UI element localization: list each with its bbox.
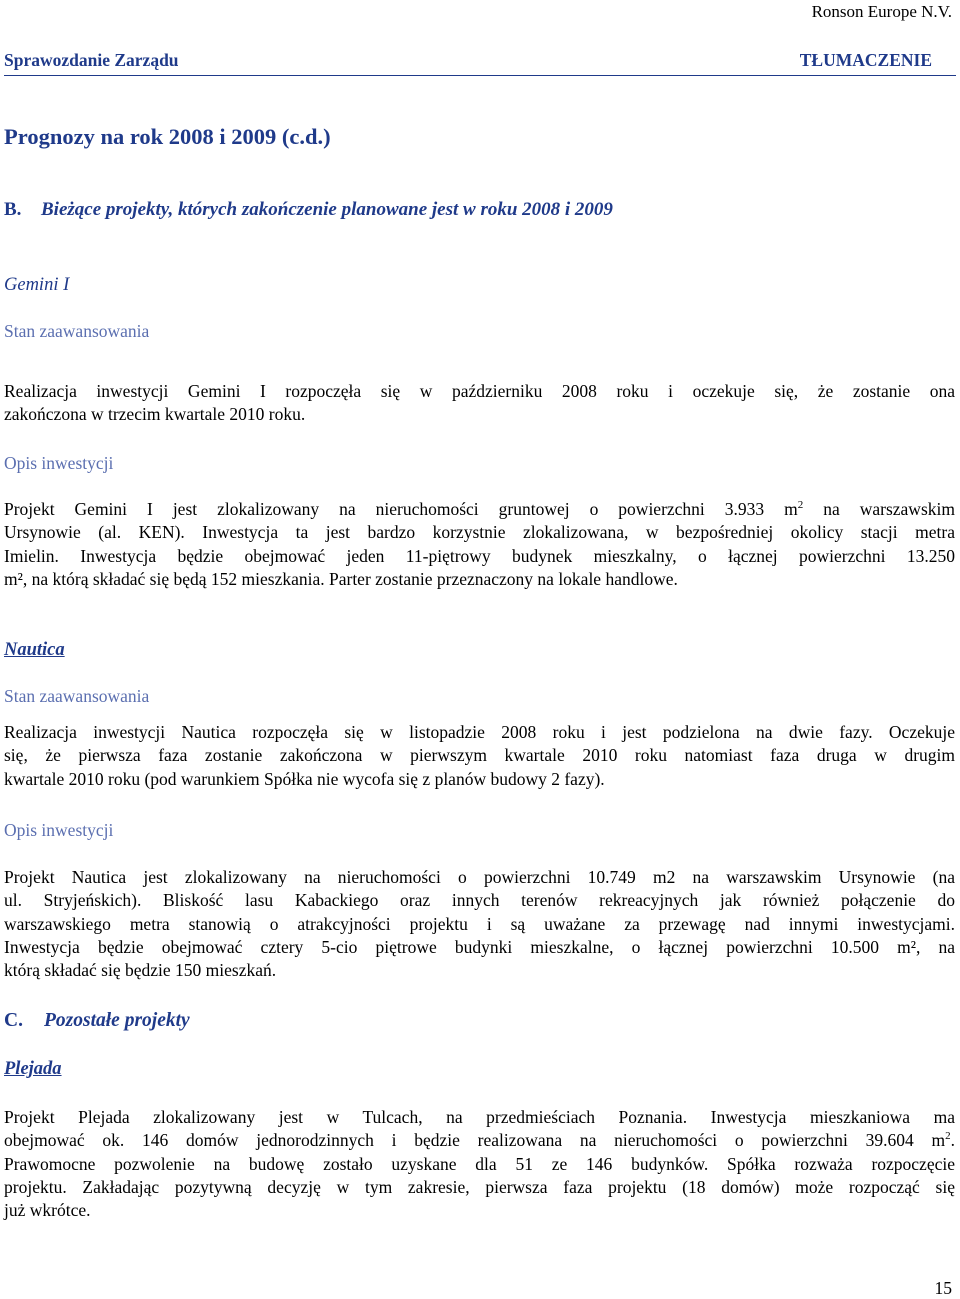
nautica-status-paragraph xyxy=(4,721,955,791)
section-b-title: Bieżące projekty, których zakończenie planowane jest w roku 2008 i 2009 xyxy=(41,199,613,220)
superscript: 2 xyxy=(797,499,804,512)
section-c-title: Pozostałe projekty xyxy=(44,1010,190,1031)
text-line: Inwestycja będzie obejmować cztery 5-cio piętrowe budynki mieszkalne, o łącznej powierzchni 10.500 m², na xyxy=(4,936,955,957)
text-line: już wkrótce. xyxy=(4,1200,91,1221)
gemini-status-label: Stan zaawansowania xyxy=(4,321,150,341)
text-line: Projekt Plejada zlokalizowany jest w Tulcach, na przedmieściach Poznania. Inwestycja mieszkaniowa ma xyxy=(4,1107,955,1127)
text-line: zakończona w trzecim kwartale 2010 roku. xyxy=(4,404,306,425)
text-line: Ursynowie (al. KEN). Inwestycja ta jest bardzo korzystnie zlokalizowana, w bezpośredniej okolicy stacji metra xyxy=(4,522,955,543)
text-line: Realizacja inwestycji Gemini I rozpoczęła się w październiku 2008 roku i oczekuje się, że zostanie ona xyxy=(4,381,955,401)
project-plejada-name: Plejada xyxy=(4,1059,62,1079)
nautica-status-label: Stan zaawansowania xyxy=(4,686,150,706)
plejada-paragraph xyxy=(4,1106,955,1222)
text-line: kwartale 2010 roku (pod warunkiem Spółka nie wycofa się z planów budowy 2 fazy). xyxy=(4,768,605,789)
header-divider xyxy=(4,75,956,76)
page-number: 15 xyxy=(934,1278,952,1298)
text-line xyxy=(4,1129,955,1152)
company-name: Ronson Europe N.V. xyxy=(811,2,952,21)
section-c-letter: C. xyxy=(4,1010,23,1031)
nautica-description-paragraph xyxy=(4,866,955,982)
section-c-heading xyxy=(4,1010,190,1032)
text-line: Realizacja inwestycji Nautica rozpoczęła się w listopadzie 2008 roku i jest podzielona na dwie fazy. Oczekuje xyxy=(4,722,955,742)
text-line: warszawskiego metra stanowią o atrakcyjności projektu i są uważane za przewagę nad innymi inwestycjami. xyxy=(4,913,955,934)
text-line: Projekt Nautica jest zlokalizowany na nieruchomości o powierzchni 10.749 m2 na warszawskim Ursynowie (na xyxy=(4,867,955,887)
text-segment: . xyxy=(950,1130,955,1151)
text-line: ul. Stryjeńskich). Bliskość lasu Kabackiego oraz innych terenów rekreacyjnych jak również połączenie do xyxy=(4,890,955,911)
translation-label: TŁUMACZENIE xyxy=(799,50,932,70)
section-b-heading xyxy=(4,199,613,221)
gemini-status-paragraph xyxy=(4,380,955,427)
text-line: się, że pierwsza faza zostanie zakończona w pierwszym kwartale 2010 roku natomiast faza druga w drugim xyxy=(4,745,955,766)
section-b-letter: B. xyxy=(4,199,22,220)
page-title: Prognozy na rok 2008 i 2009 (c.d.) xyxy=(4,124,331,149)
gemini-description-paragraph xyxy=(4,498,955,591)
text-line: którą składać się będzie 150 mieszkań. xyxy=(4,960,277,981)
text-line: m², na którą składać się będą 152 mieszkania. Parter zostanie przeznaczony na lokale handlowe. xyxy=(4,568,678,589)
project-nautica-name: Nautica xyxy=(4,640,65,660)
text-line: Imielin. Inwestycja będzie obejmować jeden 11-piętrowy budynek mieszkalny, o łącznej powierzchni 13.250 xyxy=(4,545,955,566)
text-segment: obejmować ok. 146 domów jednorodzinnych i będzie realizowana na nieruchomości o powierzchni 39.604 m xyxy=(4,1130,946,1151)
nautica-description-label: Opis inwestycji xyxy=(4,820,114,840)
text-segment: Projekt Gemini I jest zlokalizowany na nieruchomości gruntowej o powierzchni 3.933 m xyxy=(4,499,798,519)
text-line: projektu. Zakładając pozytywną decyzję w tym zakresie, pierwsza faza projektu (18 domów) może rozpocząć się xyxy=(4,1176,955,1197)
text-segment: na warszawskim xyxy=(803,499,955,519)
text-line: Prawomocne pozwolenie na budowę zostało uzyskane dla 51 ze 146 budynków. Spółka rozważa rozpoczęcie xyxy=(4,1153,955,1174)
gemini-description-label: Opis inwestycji xyxy=(4,453,114,473)
report-title: Sprawozdanie Zarządu xyxy=(4,50,179,70)
superscript: 2 xyxy=(945,1130,951,1143)
project-gemini-name: Gemini I xyxy=(4,275,70,295)
text-line xyxy=(4,498,955,521)
